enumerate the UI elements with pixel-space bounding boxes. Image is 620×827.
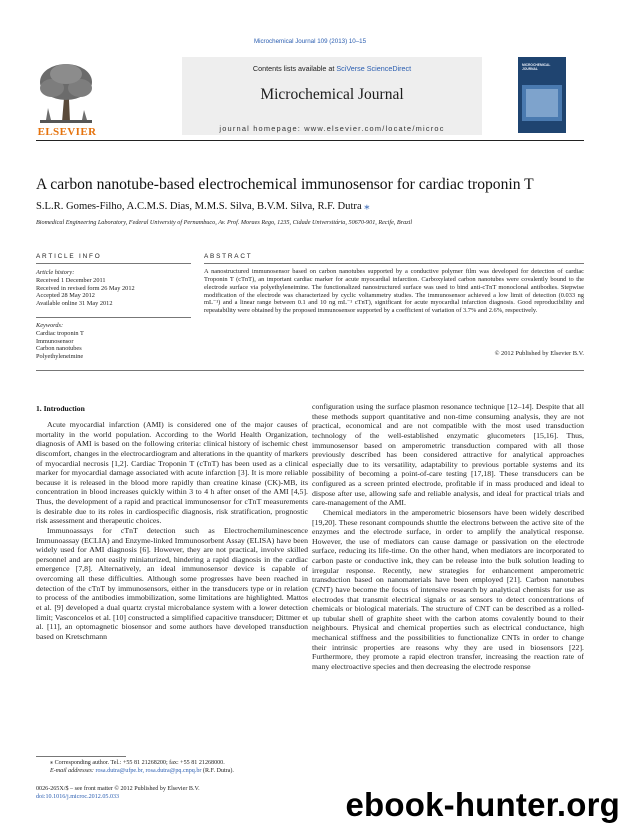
article-info-heading: ARTICLE INFO	[36, 253, 102, 260]
watermark-text: ebook-hunter.org	[345, 786, 620, 823]
history-label: Article history:	[36, 269, 75, 276]
abstract-copyright: © 2012 Published by Elsevier B.V.	[494, 350, 584, 357]
article-history	[36, 269, 196, 308]
journal-title: Microchemical Journal	[260, 86, 404, 103]
cover-title: MICROCHEMICAL JOURNAL	[522, 63, 551, 71]
history-rule	[36, 317, 191, 318]
elsevier-wordmark: ELSEVIER	[37, 126, 97, 138]
body-paragraph: Acute myocardial infarction (AMI) is considered one of the major causes of mortality in the world population. According to the World Health Organization, diagnosis of AMI is based on the following criteria: clinical history of ischemic chest discomfort, changes in the electrocardiogram and alterations in the quantity of markers of myocardial necrosis [1,2]. Cardiac Troponin T (cTnT) has been used as a clinical marker for myocardial damage associated with acute infarction [3]. It is more reliable because it is released in the blood more rapidly than creatine kinase (CK)-MB, its concentration in blood increases quickly within 3 to 4 h after onset of the AMI [4,5]. Thus, the development of a rapid and practical immunosensor for cTnT measurements is desirable due to its roles in cardiospecific diagnosis, risk stratification, prognostic risk assessment and therapeutic choices.	[36, 420, 308, 526]
article-info-rule	[36, 263, 191, 264]
footnote-corresponding: ⁎ Corresponding author. Tel.: +55 81 21268200; fax: +55 81 21268000.	[50, 760, 225, 766]
doi-link[interactable]: doi:10.1016/j.microc.2012.05.033	[36, 793, 120, 800]
issn-line: 0026-265X/$ – see front matter © 2012 Published by Elsevier B.V.	[36, 786, 200, 792]
sciencedirect-link[interactable]: SciVerse ScienceDirect	[336, 64, 412, 73]
contents-line	[182, 64, 482, 73]
history-online: Available online 31 May 2012	[36, 300, 113, 308]
body-right-column	[312, 402, 584, 672]
body-left-column	[36, 420, 308, 641]
keyword-item: Carbon nanotubes	[36, 345, 82, 353]
keywords-label: Keywords:	[36, 322, 64, 329]
author-list	[36, 200, 596, 212]
elsevier-tree-logo	[34, 58, 98, 136]
journal-citation[interactable]: Microchemical Journal 109 (2013) 10–15	[253, 38, 367, 45]
abstract-rule	[204, 263, 584, 264]
history-received: Received 1 December 2011	[36, 276, 106, 284]
article-title: A carbon nanotube-based electrochemical immunosensor for cardiac troponin T	[36, 176, 534, 193]
corresponding-author-mark[interactable]: ⁎	[364, 201, 370, 212]
history-accepted: Accepted 28 May 2012	[36, 292, 95, 300]
section-heading: 1. Introduction	[36, 404, 85, 413]
abstract-heading: ABSTRACT	[204, 253, 253, 260]
footnote	[36, 760, 308, 776]
history-revised: Received in revised form 26 May 2012	[36, 284, 135, 292]
authors-text: S.L.R. Gomes-Filho, A.C.M.S. Dias, M.M.S. Silva, B.V.M. Silva, R.F. Dutra	[36, 201, 365, 212]
abstract-text: A nanostructured immunosensor based on carbon nanotubes supported by a conductive polymer film was developed for detection of cardiac Troponin T (cTnT), an important cardiac marker for acute myocardial infarction. Carboxylated carbon nanotubes were covalently bound to the electrode surface via polyethyleneimine. The functionalized nanostructured surface was used to bind anti-cTnT monoclonal antibodies. Stepwise modification of the electrode was characterized by cyclic voltammetry studies. The immunosensor achieved a low limit of detection (0.033 ng mL⁻¹) and a linear range between 0.1 and 10 ng mL⁻¹ cTnT), significant for acute myocardial infarction diagnosis. Good reproducibility and repeatability were obtained by the proposed immunosensor supported by a coefficient of variation of 3.7% and 2.6%, respectively.	[204, 268, 584, 315]
keywords	[36, 322, 196, 361]
journal-homepage[interactable]: journal homepage: www.elsevier.com/locate/microc	[219, 124, 445, 133]
contents-prefix: Contents lists available at	[252, 64, 337, 73]
email-links[interactable]: rosa.dutra@ufpe.br, rosa.dutra@pq.cnpq.br	[95, 767, 202, 774]
cover-art-inner	[526, 89, 558, 117]
body-paragraph: configuration using the surface plasmon resonance technique [12–14]. Despite that all these methods support quantitative and non-time consuming analysis, they are not practical, economical and are not compatible with the most used transduction technology of the well-established enzymatic glucometers [15,16]. Thus, immunosensor based on amperometric transduction compared with all those previously described has been considered attractive for analytical approaches especially due to its versatility, adaptability to previous portable systems and its possibility of becoming a point-of-care testing [17,18]. These transducers can be configured as a screen printed electrode, profitable if in mass produced and ideal to dispose after use, allowing safe and reliable analysis, and ideal for practical trials and care-management of the AMI.	[312, 402, 584, 508]
abstract-bottom-rule	[36, 370, 584, 371]
body-paragraph: Chemical mediators in the amperometric biosensors have been widely described [19,20]. These resonant compounds shuttle the electrons between the active site of the enzymes and the electrode surface, in order to amplify the analytical response. However, the use of mediators can cause damage or passivation on the electrode surface, reducing its life-time. On the other hand, when mediators are incorporated to carbon paste or conductive ink, they can be release into the bulk solution leading to irregular response. Recently, new strategies for enhancement amperometric transduction based on nanomaterials have been employed [21]. Carbon nanotubes (CNT) have become the focus of intensive research by analytical chemists for use as electrodes that transmit electrical signals or as sensors to detect concentrations of chemicals or biological materials. The structure of CNT can be described as a rolled-up tubular shell of graphite sheet with the carbon atoms covalently bound to their neighbours. Physical and chemical properties such as electrical conductance, high mechanical stiffness and the possibilities to functionalize CNTs in order to change their intrinsic properties are reasons why they are used in biosensors [22]. Furthermore, they promote a rapid electron transfer, increasing the reaction rate of many electroactive species and then decreasing the electrode response	[312, 507, 584, 671]
journal-cover-thumbnail[interactable]	[518, 57, 566, 133]
footnote-rule	[36, 756, 126, 757]
footnote-emails: E-mail addresses: rosa.dutra@ufpe.br, rosa.dutra@pq.cnpq.br (R.F. Dutra).	[50, 767, 234, 774]
header-rule	[36, 140, 584, 141]
keyword-item: Cardiac troponin T	[36, 329, 84, 337]
keyword-item: Immunosensor	[36, 337, 74, 345]
author-affiliation: Biomedical Engineering Laboratory, Federal University of Pernambuco, Av. Prof. Moraes Rego, 1235, Cidade Universitária, 50670-901, Recife, Brazil	[36, 219, 413, 226]
body-paragraph: Immunoassays for cTnT detection such as Electrochemiluminescence Immunoassay (ECLIA) and Enzyme-linked Immunosorbent Assay (ELISA) have been widely used for AMI diagnosis [6]. However, they are not practical, involve skilled personnel and are not easily miniaturized, hindering a rapid diagnosis in the cardiac emergence [7,8]. Alternatively, an ideal immunosensor device is capable of overcoming all these difficulties. Although some progresses have been reached in detection of the cTnT by immunosensors, either in the transducers type or in relation to process of the antibodies immobilization, some limitations are highlighted. Mattos et al. [9] developed a dual quartz crystal microbalance system with a lower detection limit; Vasconcelos et al. [10] constructed a simplified capacitive transducer; Dittmer et al. [11], an optomagnetic biosensor and some authors have developed transduction based on Kretschmann	[36, 525, 308, 641]
keyword-item: Polyethyleneimine	[36, 353, 84, 361]
